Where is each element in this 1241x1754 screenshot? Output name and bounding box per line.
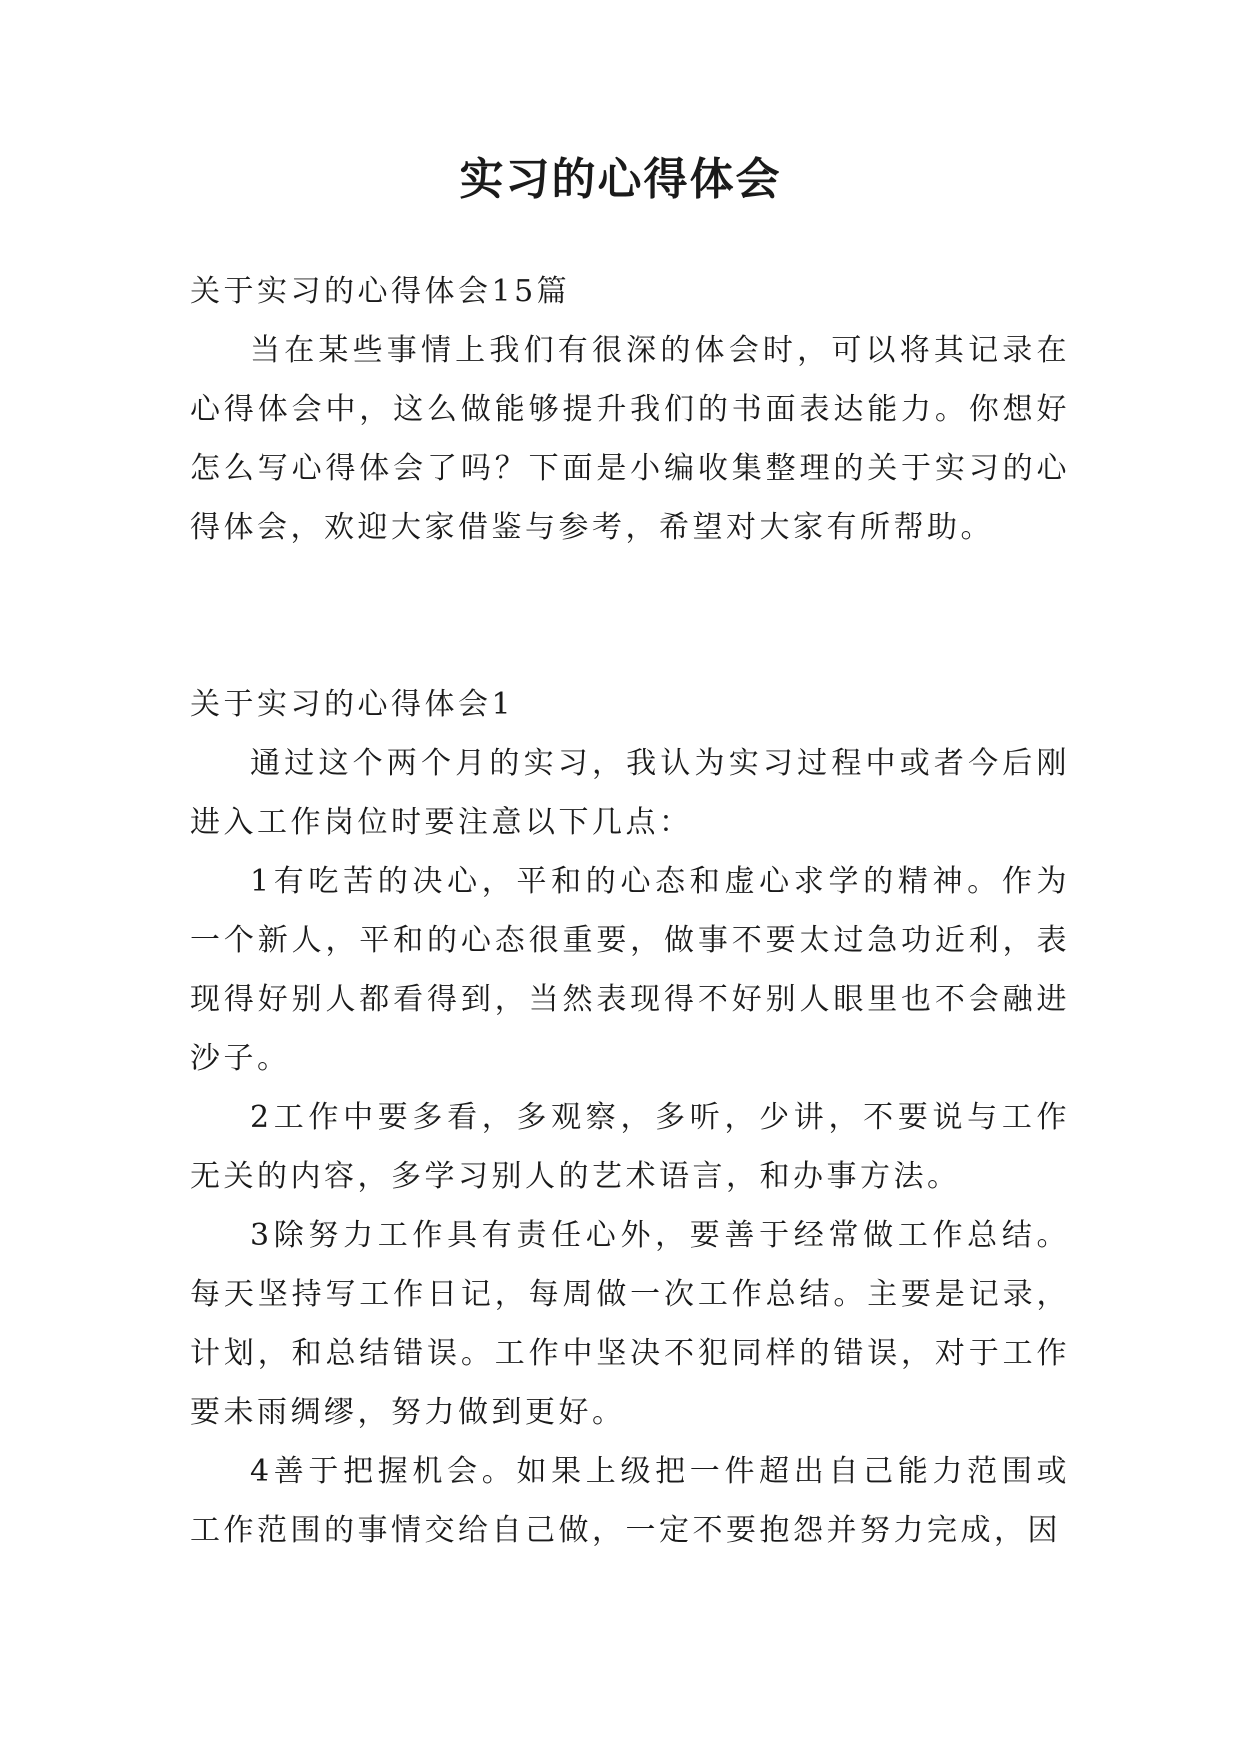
body-paragraph: 4善于把握机会。如果上级把一件超出自己能力范围或工作范围的事情交给自己做，一定不要抱怨并努力完成，因 bbox=[190, 1454, 1070, 1548]
intro-heading: 关于实习的心得体会15篇 bbox=[190, 274, 571, 309]
body-paragraph: 1有吃苦的决心，平和的心态和虚心求学的精神。作为一个新人，平和的心态很重要，做事不要太过急功近利，表现得好别人都看得到，当然表现得不好别人眼里也不会融进沙子。 bbox=[190, 864, 1070, 1076]
section-heading: 关于实习的心得体会1 bbox=[190, 687, 515, 722]
document-title: 实习的心得体会 bbox=[459, 154, 782, 205]
body-paragraph: 通过这个两个月的实习，我认为实习过程中或者今后刚进入工作岗位时要注意以下几点： bbox=[190, 746, 1070, 840]
body-paragraph: 2工作中要多看，多观察，多听，少讲，不要说与工作无关的内容，多学习别人的艺术语言，和办事方法。 bbox=[190, 1100, 1070, 1194]
intro-paragraph: 当在某些事情上我们有很深的体会时，可以将其记录在心得体会中，这么做能够提升我们的书面表达能力。你想好怎么写心得体会了吗？下面是小编收集整理的关于实习的心得体会，欢迎大家借鉴与参考，希望对大家有所帮助。 bbox=[190, 333, 1070, 545]
body-paragraph: 3除努力工作具有责任心外，要善于经常做工作总结。每天坚持写工作日记，每周做一次工作总结。主要是记录，计划，和总结错误。工作中坚决不犯同样的错误，对于工作要未雨绸缪，努力做到更好。 bbox=[190, 1218, 1070, 1430]
section-spacer bbox=[190, 557, 1070, 675]
document-body bbox=[190, 262, 1070, 1560]
